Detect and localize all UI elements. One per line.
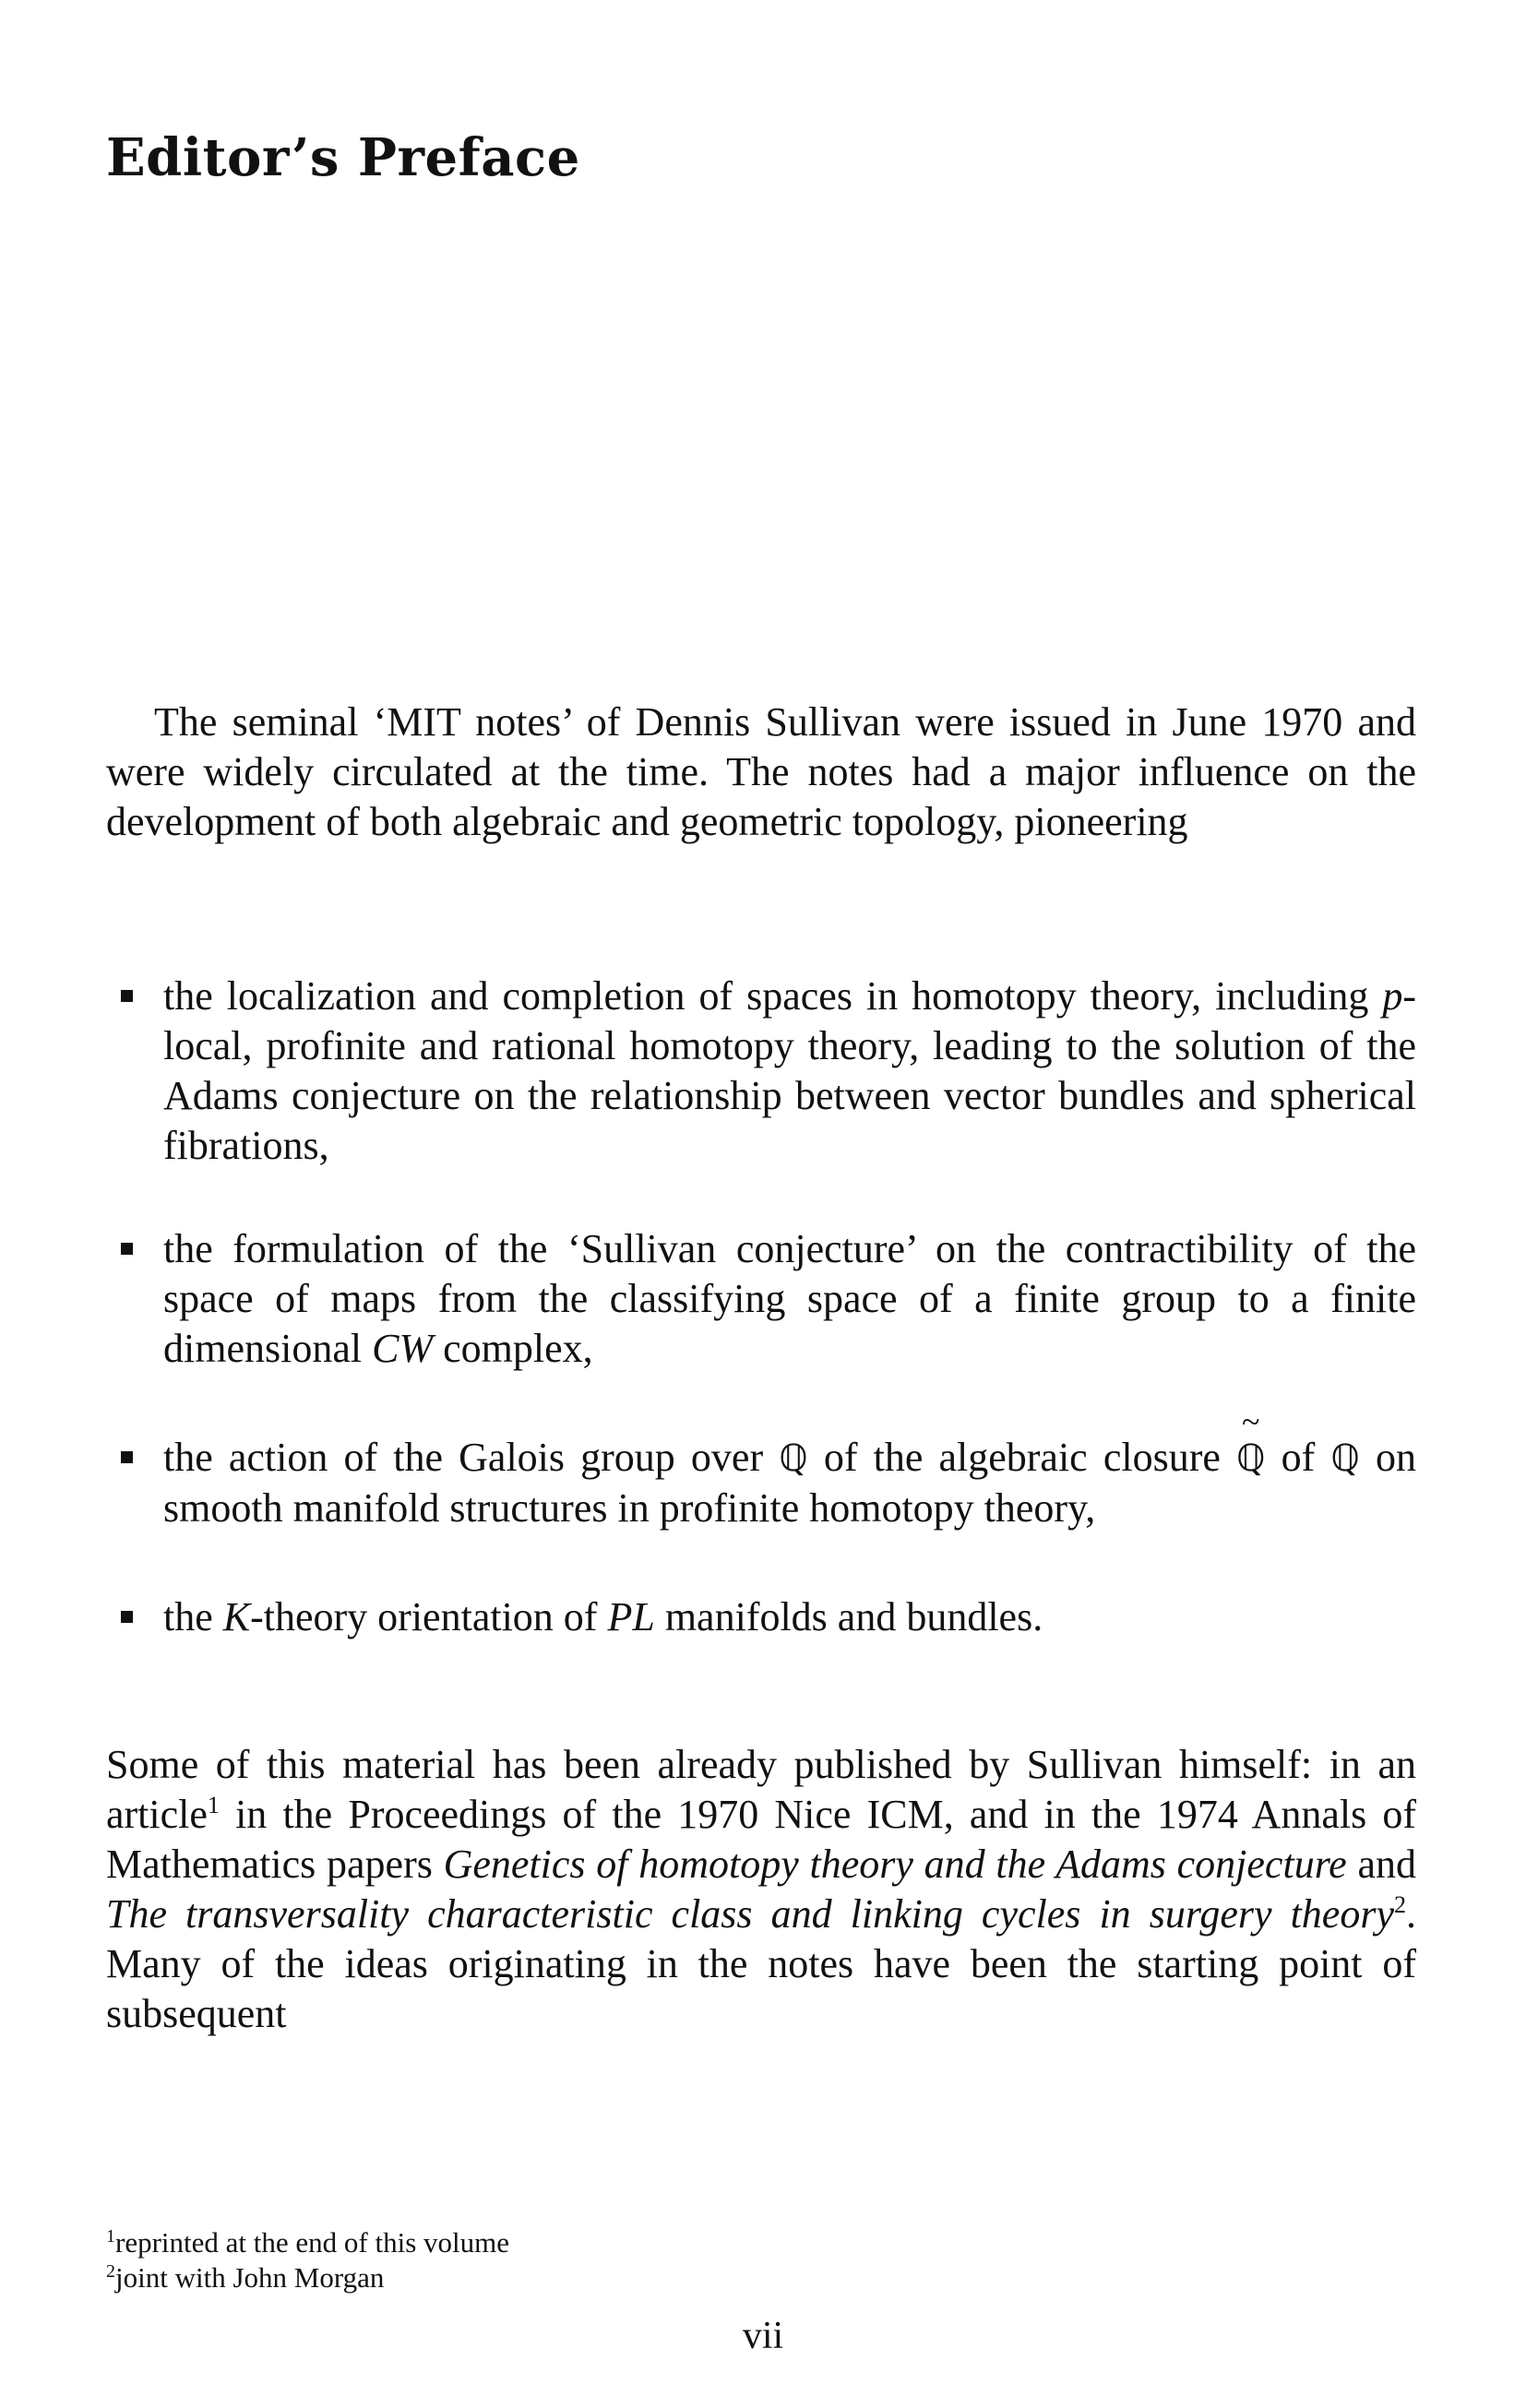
list-item-text: of xyxy=(1265,1435,1331,1480)
page-title: Editor’s Preface xyxy=(106,127,580,188)
footnote-ref: 2 xyxy=(1394,1891,1406,1918)
square-bullet-icon xyxy=(121,1451,133,1463)
square-bullet-icon xyxy=(121,1243,133,1255)
footnote-ref: 1 xyxy=(207,1792,220,1818)
page-number: vii xyxy=(742,2315,784,2357)
square-bullet-icon xyxy=(121,1611,133,1623)
intro-paragraph xyxy=(106,697,1416,847)
rationals-symbol: ℚ xyxy=(1236,1437,1266,1480)
list-item-text: complex, xyxy=(433,1326,593,1371)
rationals-symbol: ℚ xyxy=(779,1437,808,1480)
paragraph-text: in the Proceedings of the 1970 Nice ICM, and in the 1974 Annals of Mathematics papers xyxy=(106,1792,1416,1887)
paragraph-text: . Many of the ideas originating in the notes have been the starting point of subsequent xyxy=(106,1891,1416,2036)
contribution-list xyxy=(106,972,1416,1696)
paragraph-text: Some of this material has been already published by Sullivan himself: in an article xyxy=(106,1742,1416,1837)
list-item xyxy=(106,1224,1416,1374)
footnote xyxy=(106,2225,509,2260)
footnote-text: joint with John Morgan xyxy=(115,2261,385,2294)
list-item xyxy=(106,1592,1416,1642)
closing-text xyxy=(106,1740,1416,2039)
rationals-symbol: ℚ xyxy=(1330,1437,1360,1480)
list-item-text: the formulation of the ‘Sullivan conjecture’ on the contractibility of the space of maps from the classifying space of a finite group to a finite dimensional xyxy=(163,1226,1416,1371)
list-item-text: on smooth manifold structures in profinite homotopy theory, xyxy=(163,1435,1417,1531)
paragraph-text: and xyxy=(1346,1842,1416,1887)
math-variable: p xyxy=(1382,973,1403,1019)
footnote-mark: 1 xyxy=(106,2226,115,2247)
intro-text: The seminal ‘MIT notes’ of Dennis Sullivan were issued in June 1970 and were widely circulated at the time. The notes had a major influence on the development of both algebraic and geometric topology, pioneering xyxy=(106,699,1416,844)
list-item-text: the localization and completion of spaces in homotopy theory, including xyxy=(163,973,1383,1019)
list-item-text: the xyxy=(163,1594,223,1639)
footnote-mark: 2 xyxy=(106,2261,115,2282)
list-item-text: manifolds and bundles. xyxy=(654,1594,1043,1639)
algebraic-closure-symbol xyxy=(1236,1403,1266,1484)
paper-title: Genetics of homotopy theory and the Adams conjecture xyxy=(443,1842,1347,1887)
math-variable: K xyxy=(222,1594,251,1639)
list-item-text: -theory orientation of xyxy=(250,1594,608,1639)
tilde-accent: ~ xyxy=(1242,1403,1260,1440)
footnote xyxy=(106,2260,509,2295)
list-item xyxy=(106,1403,1417,1533)
footnote-text: reprinted at the end of this volume xyxy=(115,2226,509,2259)
math-variable: CW xyxy=(372,1326,434,1371)
list-item-text: -local, profinite and rational homotopy theory, leading to the solution of the Adams conjecture on the relationship between vector bundles and spherical fibrations, xyxy=(163,973,1416,1168)
list-item-text: of the algebraic closure xyxy=(807,1435,1237,1480)
list-item xyxy=(106,972,1416,1171)
paper-title: The transversality characteristic class and linking cycles in surgery theory xyxy=(106,1891,1394,1937)
square-bullet-icon xyxy=(121,990,133,1002)
math-variable: PL xyxy=(607,1594,655,1639)
list-item-text: the action of the Galois group over xyxy=(163,1435,780,1480)
closing-paragraph xyxy=(106,1740,1416,2039)
footnotes xyxy=(106,2225,509,2295)
